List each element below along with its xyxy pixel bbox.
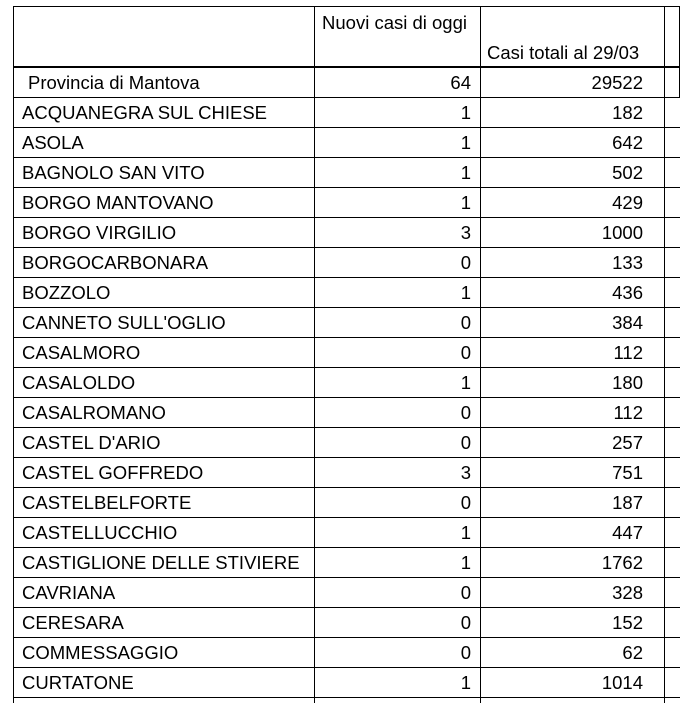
spacer-cell	[665, 338, 680, 368]
table-row	[14, 278, 680, 308]
total-cases-cell: 29522	[481, 67, 665, 98]
province-total-row	[14, 67, 680, 98]
total-cases-cell: 328	[481, 578, 665, 608]
header-cell-total-cases: Casi totali al 29/03	[481, 7, 665, 68]
municipality-cell: CASALMORO	[14, 338, 315, 368]
total-cases-cell: 502	[481, 158, 665, 188]
total-cases-cell: 751	[481, 458, 665, 488]
total-cases-cell: 1000	[481, 218, 665, 248]
new-cases-cell: 1	[315, 368, 481, 398]
spacer-cell	[665, 428, 680, 458]
new-cases-cell: 0	[315, 398, 481, 428]
new-cases-cell: 1	[315, 518, 481, 548]
new-cases-cell: 64	[315, 67, 481, 98]
total-cases-cell: 384	[481, 308, 665, 338]
new-cases-cell: 0	[315, 338, 481, 368]
municipality-cell: CASALROMANO	[14, 398, 315, 428]
municipality-cell: CASTELBELFORTE	[14, 488, 315, 518]
municipality-cell: BAGNOLO SAN VITO	[14, 158, 315, 188]
table-row	[14, 398, 680, 428]
cases-table	[13, 6, 680, 698]
new-cases-cell: 0	[315, 308, 481, 338]
municipality-cell: CASTIGLIONE DELLE STIVIERE	[14, 548, 315, 578]
table-row	[14, 518, 680, 548]
total-cases-cell: 642	[481, 128, 665, 158]
new-cases-cell: 1	[315, 668, 481, 698]
spacer-cell	[665, 458, 680, 488]
spacer-cell	[665, 67, 680, 98]
spacer-cell	[665, 248, 680, 278]
new-cases-cell: 0	[315, 578, 481, 608]
table-row	[14, 428, 680, 458]
total-cases-cell: 187	[481, 488, 665, 518]
municipality-cell: BORGOCARBONARA	[14, 248, 315, 278]
municipality-cell: CASTELLUCCHIO	[14, 518, 315, 548]
table-row	[14, 308, 680, 338]
total-cases-cell: 152	[481, 608, 665, 638]
municipality-cell: BOZZOLO	[14, 278, 315, 308]
municipality-cell: CURTATONE	[14, 668, 315, 698]
new-cases-cell: 3	[315, 458, 481, 488]
municipality-cell: CANNETO SULL'OGLIO	[14, 308, 315, 338]
total-cases-cell: 182	[481, 98, 665, 128]
table-row	[14, 548, 680, 578]
new-cases-cell: 1	[315, 548, 481, 578]
table-row	[14, 458, 680, 488]
municipality-cell: CASTEL GOFFREDO	[14, 458, 315, 488]
partial-next-row	[13, 697, 679, 703]
new-cases-cell: 0	[315, 248, 481, 278]
spacer-cell	[665, 98, 680, 128]
table-row	[14, 638, 680, 668]
municipality-cell: CASTEL D'ARIO	[14, 428, 315, 458]
municipality-cell: BORGO MANTOVANO	[14, 188, 315, 218]
table-row	[14, 128, 680, 158]
spacer-cell	[665, 158, 680, 188]
spacer-cell	[665, 188, 680, 218]
municipality-cell: CASALOLDO	[14, 368, 315, 398]
table-row	[14, 98, 680, 128]
total-cases-cell: 257	[481, 428, 665, 458]
table-row	[14, 668, 680, 698]
table-row	[14, 188, 680, 218]
total-cases-cell: 436	[481, 278, 665, 308]
table-row	[14, 158, 680, 188]
total-cases-cell: 447	[481, 518, 665, 548]
spacer-cell	[665, 488, 680, 518]
header-cell-municipality	[14, 7, 315, 68]
spacer-cell	[665, 218, 680, 248]
new-cases-cell: 1	[315, 128, 481, 158]
table-body	[14, 7, 680, 698]
new-cases-cell: 1	[315, 98, 481, 128]
total-cases-cell: 1762	[481, 548, 665, 578]
spacer-cell	[665, 128, 680, 158]
total-cases-cell: 133	[481, 248, 665, 278]
total-cases-cell: 62	[481, 638, 665, 668]
municipality-cell: COMMESSAGGIO	[14, 638, 315, 668]
spacer-cell	[665, 398, 680, 428]
table-row	[14, 488, 680, 518]
total-cases-cell: 180	[481, 368, 665, 398]
table-row	[14, 248, 680, 278]
spacer-cell	[665, 578, 680, 608]
total-cases-cell: 112	[481, 398, 665, 428]
new-cases-cell: 1	[315, 188, 481, 218]
spacer-cell	[665, 608, 680, 638]
total-cases-cell: 1014	[481, 668, 665, 698]
header-cell-new-cases: Nuovi casi di oggi	[315, 7, 481, 68]
table-row	[14, 578, 680, 608]
new-cases-cell: 0	[315, 428, 481, 458]
new-cases-cell: 1	[315, 158, 481, 188]
new-cases-cell: 0	[315, 608, 481, 638]
new-cases-cell: 0	[315, 638, 481, 668]
table-row	[14, 608, 680, 638]
total-cases-cell: 112	[481, 338, 665, 368]
spacer-cell	[665, 548, 680, 578]
municipality-cell: BORGO VIRGILIO	[14, 218, 315, 248]
header-row	[14, 7, 680, 68]
spacer-cell	[665, 668, 680, 698]
spacer-cell	[665, 638, 680, 668]
header-cell-spacer	[665, 7, 680, 68]
table-row	[14, 338, 680, 368]
table-row	[14, 218, 680, 248]
new-cases-cell: 0	[315, 488, 481, 518]
spacer-cell	[665, 308, 680, 338]
municipality-cell: Provincia di Mantova	[14, 67, 315, 98]
municipality-cell: ACQUANEGRA SUL CHIESE	[14, 98, 315, 128]
municipality-cell: CAVRIANA	[14, 578, 315, 608]
table-row	[14, 368, 680, 398]
municipality-cell: CERESARA	[14, 608, 315, 638]
spacer-cell	[665, 518, 680, 548]
new-cases-cell: 3	[315, 218, 481, 248]
spacer-cell	[665, 278, 680, 308]
spacer-cell	[665, 368, 680, 398]
municipality-cell: ASOLA	[14, 128, 315, 158]
new-cases-cell: 1	[315, 278, 481, 308]
total-cases-cell: 429	[481, 188, 665, 218]
